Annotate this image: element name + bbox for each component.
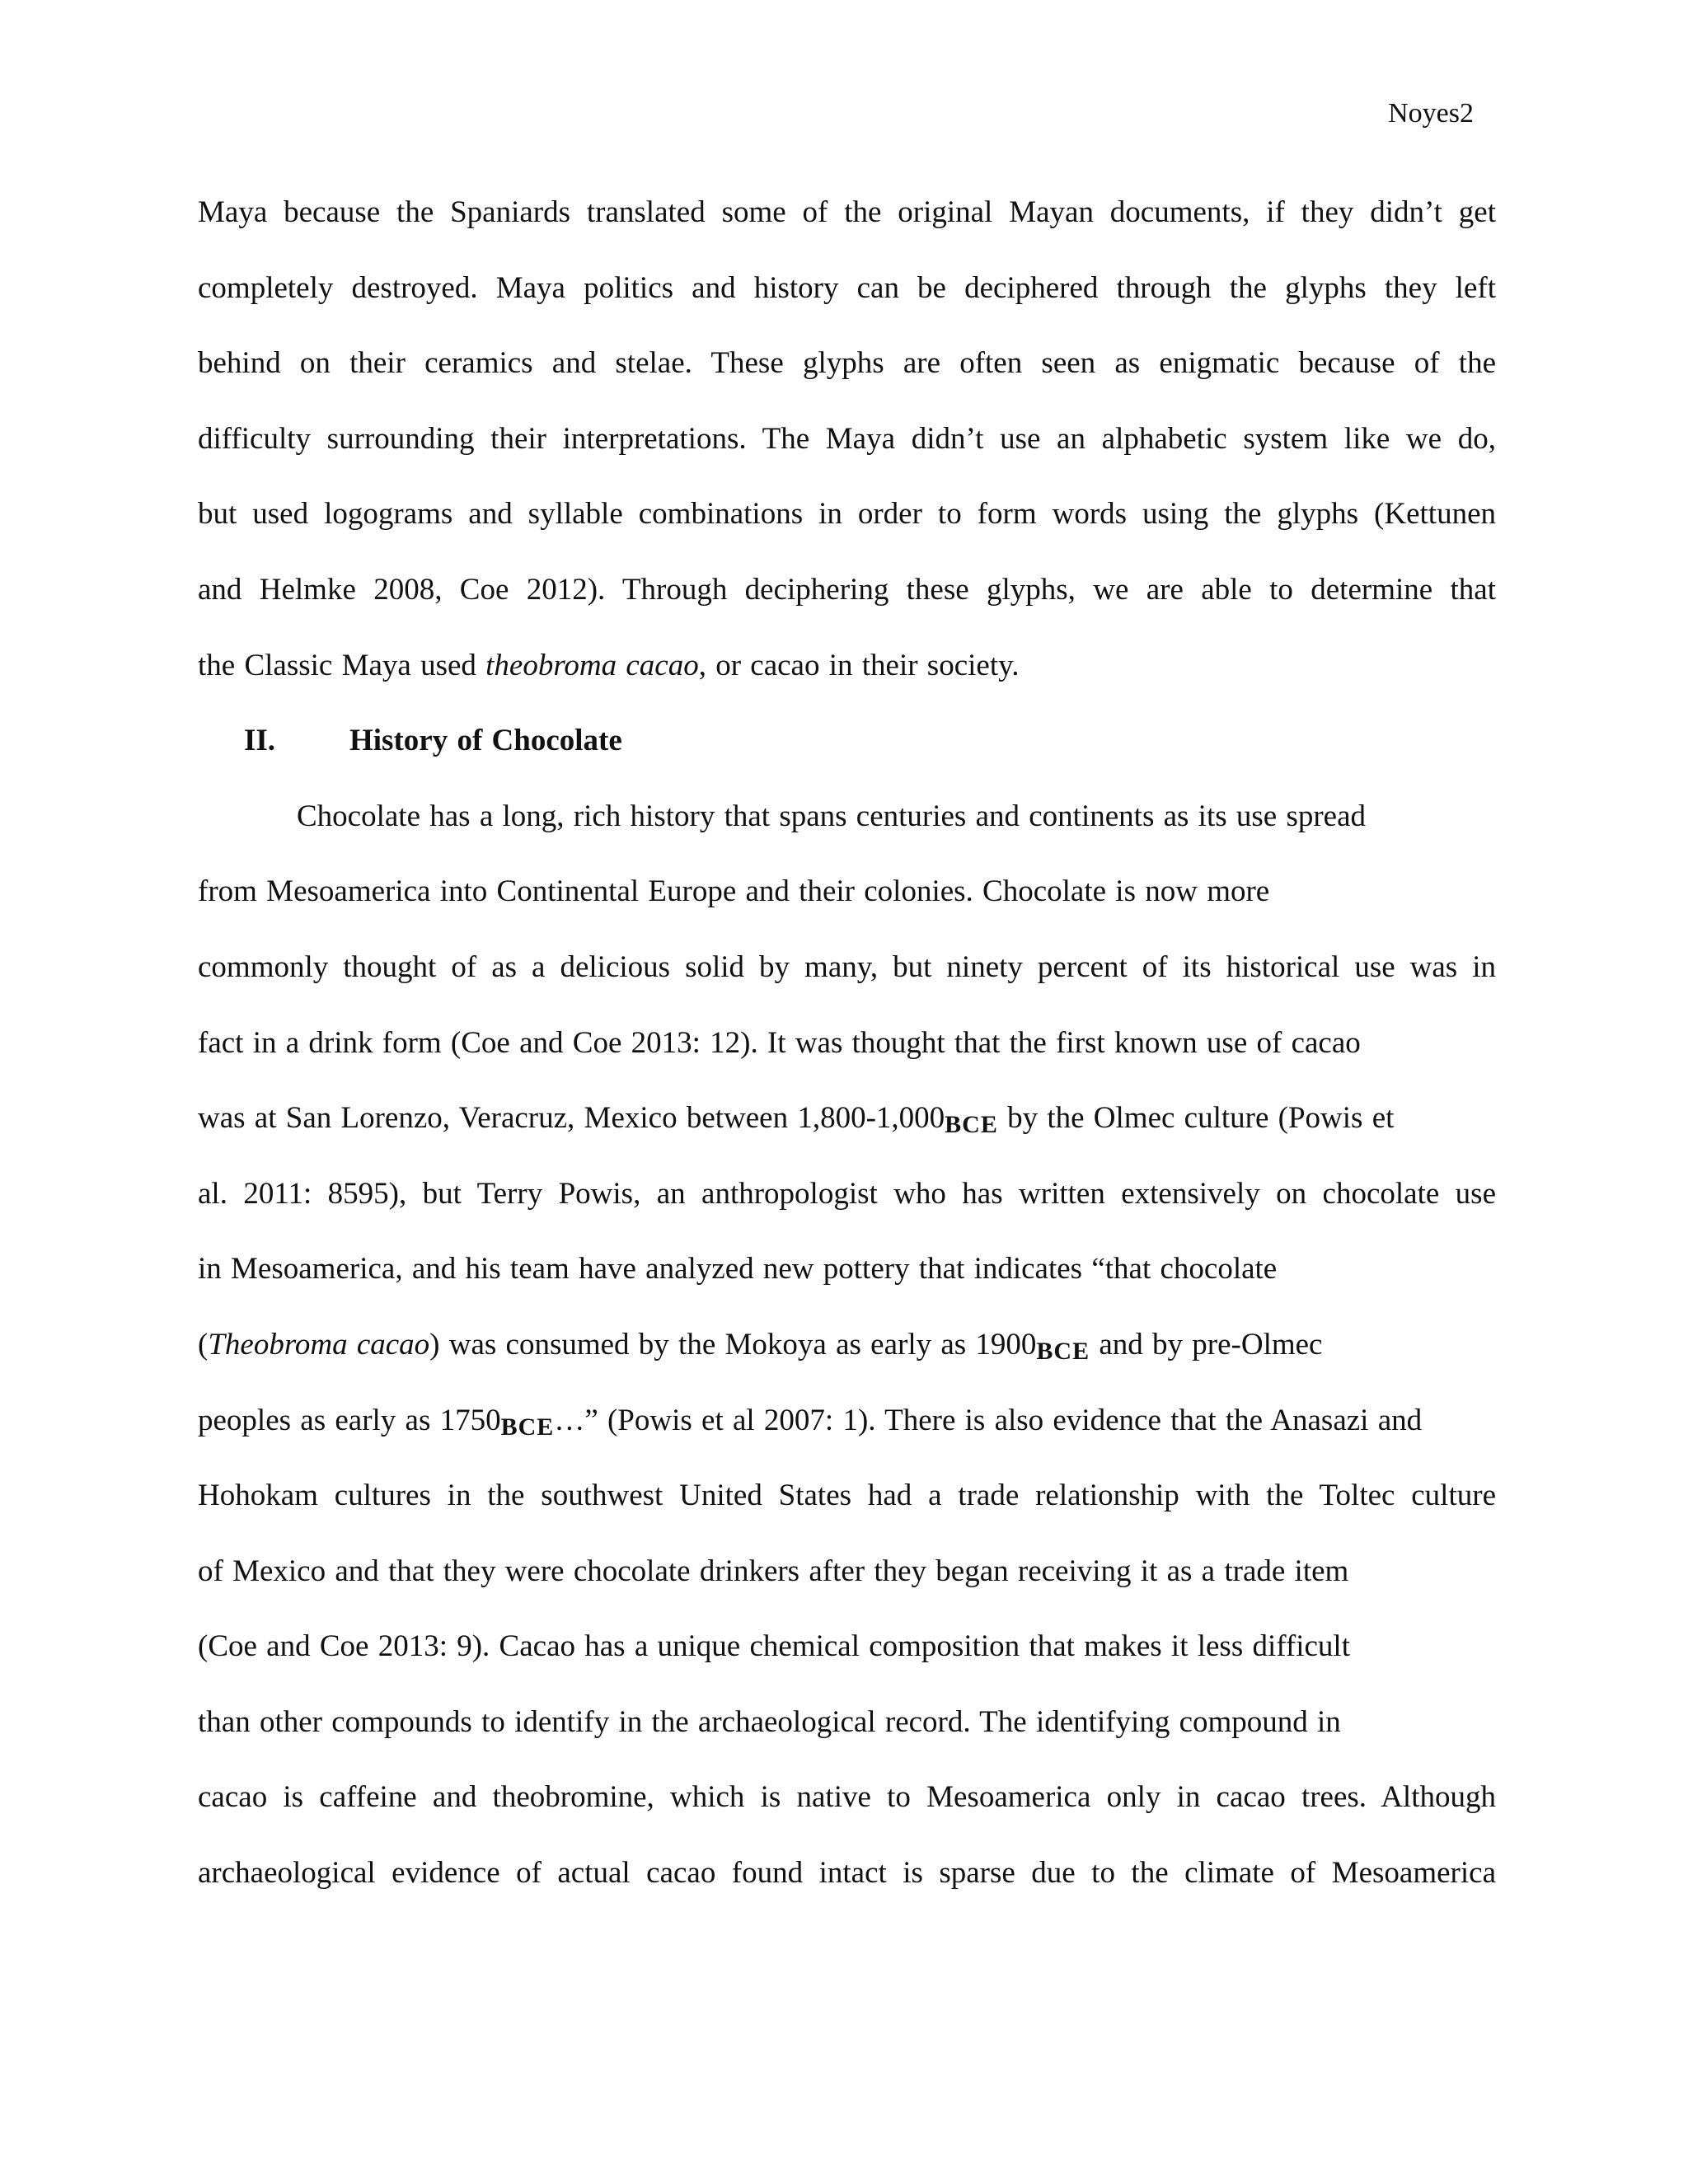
text-run: was at San Lorenzo, Veracruz, Mexico between 1,800-1,000 [198,1101,945,1136]
section-title: History of Chocolate [349,724,622,758]
section-number: II. [244,724,276,758]
para1-line-6: and Helmke 2008, Coe 2012). Through deciphering these glyphs, we are able to determine that [198,572,1496,607]
para2-line-13: than other compounds to identify in the archaeological record. The identifying compound in [198,1704,1341,1739]
para1-line-7 [198,649,1496,725]
para2-line-1: Chocolate has a long, rich history that spans centuries and continents as its use spread [297,799,1367,833]
para2-line-8 [198,1329,1496,1404]
era-abbreviation: BCE [945,1111,998,1139]
para1-line-4: difficulty surrounding their interpretations. The Maya didn’t use an alphabetic system like we do, [198,421,1496,456]
para2-line-4: fact in a drink form (Coe and Coe 2013: 12). It was thought that the first known use of cacao [198,1025,1361,1060]
para2-line-9 [198,1404,1496,1480]
text-run: peoples as early as 1750 [198,1403,501,1437]
para2-line-5 [198,1102,1496,1178]
era-abbreviation: BCE [500,1413,555,1441]
text-run: the Classic Maya used [198,648,486,682]
document-body [198,196,1496,1933]
era-abbreviation: BCE [1036,1337,1090,1365]
para2-line-14: cacao is caffeine and theobromine, which is native to Mesoamerica only in cacao trees. Although [198,1780,1496,1815]
para1-line-2: completely destroyed. Maya politics and history can be deciphered through the glyphs they left [198,270,1496,305]
text-run: by the Olmec culture (Powis et [997,1101,1395,1136]
para2-line-15: archaeological evidence of actual cacao found intact is sparse due to the climate of Mesoamerica [198,1856,1496,1891]
para2-line-3: commonly thought of as a delicious solid by many, but ninety percent of its historical use was in [198,949,1496,984]
italic-term: theobroma cacao [485,648,699,682]
text-run: …” (Powis et al 2007: 1). There is also evidence that the Anasazi and [554,1403,1423,1437]
text-run: ) was consumed by the Mokoya as early as 1900 [429,1327,1037,1361]
para1-line-3: behind on their ceramics and stelae. These glyphs are often seen as enigmatic because of the [198,346,1496,381]
para2-line-10: Hohokam cultures in the southwest United States had a trade relationship with the Toltec culture [198,1479,1496,1513]
para2-line-6: al. 2011: 8595), but Terry Powis, an anthropologist who has written extensively on chocolate use [198,1176,1496,1211]
para2-line-2: from Mesoamerica into Continental Europe and their colonies. Chocolate is now more [198,874,1270,909]
section-heading [198,724,1496,800]
para1-line-1: Maya because the Spaniards translated some of the original Mayan documents, if they didn’t get [198,195,1496,229]
italic-term: Theobroma cacao [208,1327,430,1361]
para2-line-7: in Mesoamerica, and his team have analyzed new pottery that indicates “that chocolate [198,1252,1278,1286]
text-run: and by pre-Olmec [1090,1327,1323,1361]
para1-line-5: but used logograms and syllable combinations in order to form words using the glyphs (Kettunen [198,497,1496,532]
para2-line-11: of Mexico and that they were chocolate drinkers after they began receiving it as a trade item [198,1554,1349,1588]
running-head: Noyes2 [1388,98,1474,129]
text-run: ( [198,1327,209,1361]
text-run: , or cacao in their society. [698,648,1020,682]
para2-line-12: (Coe and Coe 2013: 9). Cacao has a unique chemical composition that makes it less difficult [198,1629,1350,1664]
